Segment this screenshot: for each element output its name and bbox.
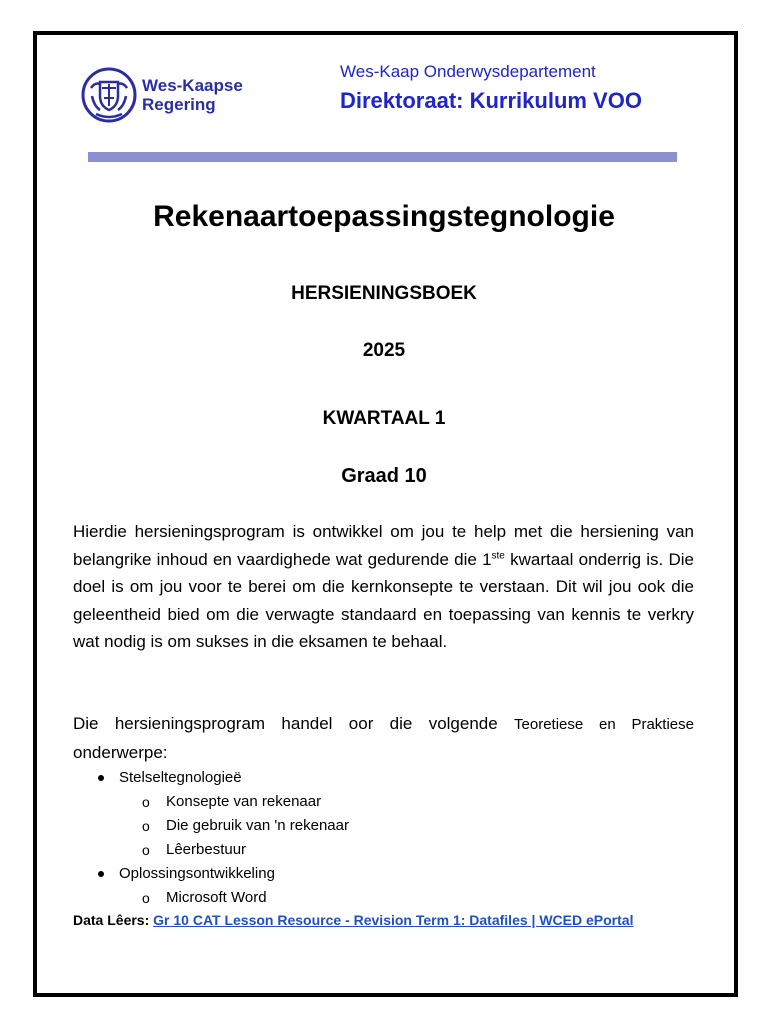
- subtopic-label: Microsoft Word: [166, 889, 267, 906]
- list-item: [95, 814, 349, 838]
- list-item: [95, 790, 349, 814]
- document-subtitle: HERSIENINGSBOEK: [291, 283, 477, 304]
- intro-text-2: kwartaal onderrig is. Die doel is om jou voor te berei om die kernkonsepte te verstaan. Dit wil jou ook die geleentheid bied om die verwagte standaard en toepassing van kennis te verkry wat nodig is om sukses in die eksamen te behaal.: [73, 549, 695, 651]
- bullet-icon: [98, 871, 104, 877]
- data-files-line: [73, 912, 633, 928]
- subtopic-label: Lêerbestuur: [166, 841, 247, 858]
- coat-of-arms-icon: [80, 66, 138, 124]
- government-logo: [80, 66, 260, 126]
- data-files-link[interactable]: Gr 10 CAT Lesson Resource - Revision Term 1: Datafiles | WCED ePortal: [153, 912, 634, 928]
- intro-text-1: Hierdie hersieningsprogram is ontwikkel om jou te help met die hersiening van belangrike inhoud en vaardighede wat gedurende die 1: [73, 522, 694, 569]
- department-name: Wes-Kaap Onderwysdepartement: [340, 62, 596, 81]
- hollow-bullet-icon: o: [142, 842, 150, 858]
- header-divider: [88, 152, 677, 162]
- topics-intro-text-3: onderwerpe:: [73, 742, 168, 762]
- document-title: Rekenaartoepassingstegnologie: [153, 200, 615, 233]
- topic-label: Oplossingsontwikkeling: [119, 865, 275, 882]
- list-item: [95, 766, 349, 790]
- document-term: KWARTAAL 1: [322, 408, 446, 429]
- intro-paragraph: [73, 518, 694, 656]
- hollow-bullet-icon: o: [142, 890, 150, 906]
- directorate-name: Direktoraat: Kurrikulum VOO: [340, 88, 642, 113]
- subtopic-label: Konsepte van rekenaar: [166, 793, 322, 810]
- hollow-bullet-icon: o: [142, 794, 150, 810]
- topics-intro-text-2: Teoretiese en Praktiese: [514, 716, 694, 733]
- topics-intro-paragraph: [73, 710, 694, 766]
- logo-line-1: Wes-Kaapse: [142, 76, 243, 95]
- topic-list: [95, 766, 349, 910]
- logo-wordmark: [142, 76, 243, 114]
- list-item: [95, 838, 349, 862]
- logo-line-2: Regering: [142, 95, 216, 114]
- topics-intro-text-1: Die hersieningsprogram handel oor die volgende: [73, 714, 515, 733]
- intro-superscript: ste: [491, 549, 505, 561]
- document-year: 2025: [362, 340, 406, 361]
- subtopic-label: Die gebruik van 'n rekenaar: [166, 817, 349, 834]
- topic-label: Stelseltegnologieë: [119, 769, 242, 786]
- data-files-label: Data Lêers:: [73, 912, 154, 928]
- hollow-bullet-icon: o: [142, 818, 150, 834]
- list-item: [95, 886, 349, 910]
- bullet-icon: [98, 775, 104, 781]
- document-grade: Graad 10: [341, 465, 427, 487]
- list-item: [95, 862, 349, 886]
